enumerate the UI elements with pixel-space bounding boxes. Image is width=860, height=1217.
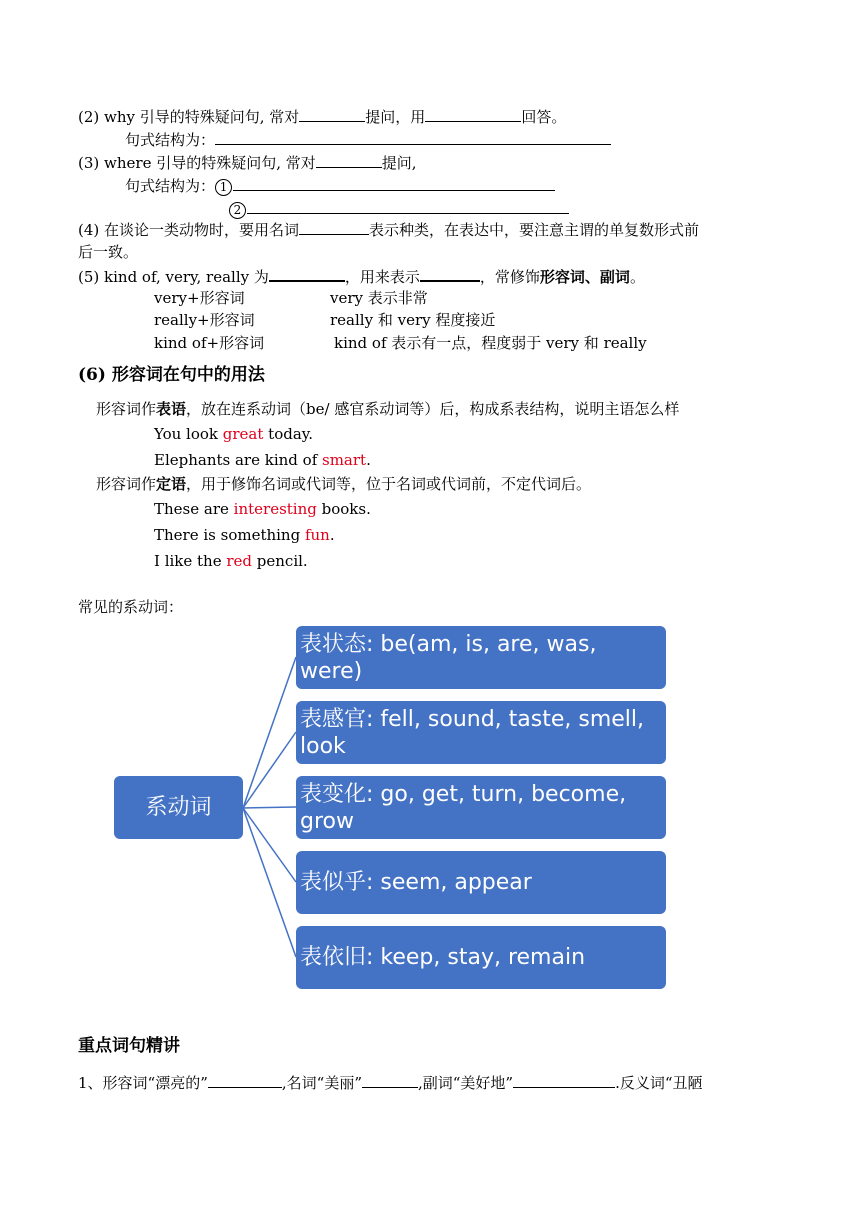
q4-line-2: 后一致。 bbox=[78, 243, 139, 261]
blank bbox=[362, 1072, 418, 1088]
q5-text-2: ，用来表示 bbox=[344, 268, 420, 286]
q5-row-left: kind of+形容词 bbox=[154, 334, 265, 352]
branch-label: 表状态: be(am, is, are, was, were) bbox=[300, 631, 597, 684]
section-6-heading: (6) 形容词在句中的用法 bbox=[78, 365, 265, 385]
highlight-word: red bbox=[226, 552, 253, 570]
circled-number-2: 2 bbox=[229, 202, 246, 219]
attributive-text: 形容词作 bbox=[96, 475, 157, 493]
diagram-branch-node bbox=[296, 851, 666, 914]
q4-text-2: 表示种类，在表达中，要注意主谓的单复数形式前 bbox=[369, 221, 700, 239]
blank bbox=[513, 1072, 615, 1088]
q5-bold-text: 形容词、副词 bbox=[539, 268, 630, 286]
q5-end: 。 bbox=[629, 268, 645, 286]
attributive-text-2: ，用于修饰名词或代词等，位于名词或代词前，不定代词后。 bbox=[186, 475, 592, 493]
q4-text: (4) 在谈论一类动物时，要用名词 bbox=[78, 221, 300, 239]
key-text-3: ,副词“美好地” bbox=[418, 1074, 514, 1092]
connector-line bbox=[243, 807, 296, 808]
example-text: books. bbox=[316, 500, 371, 518]
linking-verbs-label: 常见的系动词： bbox=[78, 598, 184, 616]
branch-label: 表似乎: seem, appear bbox=[300, 870, 532, 895]
example-text: pencil. bbox=[252, 552, 308, 570]
branch-label: 表变化: go, get, turn, become, grow bbox=[300, 781, 627, 834]
highlight-word: fun bbox=[304, 526, 330, 544]
q3-text: (3) where 引导的特殊疑问句, 常对 bbox=[78, 154, 316, 172]
highlight-word: smart bbox=[322, 451, 367, 469]
structure-label: 句式结构为： bbox=[125, 177, 216, 195]
diagram-branch-node bbox=[296, 926, 666, 989]
example-text: . bbox=[366, 451, 371, 469]
predicative-text-2: ，放在连系动词（be/ 感官系动词等）后，构成系表结构，说明主语怎么样 bbox=[186, 400, 680, 418]
blank bbox=[208, 1072, 282, 1088]
diagram-branch-node bbox=[296, 701, 666, 764]
example-text: You look bbox=[154, 425, 223, 443]
connector-line bbox=[243, 808, 296, 882]
key-text-2: ,名词“美丽” bbox=[281, 1074, 362, 1092]
example-text: These are bbox=[154, 500, 234, 518]
example-text: today. bbox=[263, 425, 314, 443]
attributive-bold: 定语 bbox=[156, 475, 187, 493]
q5-text: (5) kind of, very, really 为 bbox=[78, 268, 269, 286]
q5-row-right: very 表示非常 bbox=[330, 289, 428, 307]
q2-text: (2) why 引导的特殊疑问句, 常对 bbox=[78, 108, 300, 126]
branch-label: 表依旧: keep, stay, remain bbox=[300, 945, 586, 970]
example-text: Elephants are kind of bbox=[154, 451, 323, 469]
structure-label: 句式结构为： bbox=[125, 131, 216, 149]
diagram-branch-node bbox=[296, 776, 666, 839]
example-text: I like the bbox=[154, 552, 227, 570]
predicative-bold: 表语 bbox=[156, 400, 187, 418]
branch-label: 表感官: fell, sound, taste, smell, look bbox=[300, 706, 645, 759]
circled-number-1: 1 bbox=[215, 179, 232, 196]
key-item-1 bbox=[78, 1072, 703, 1093]
q5-row-right: really 和 very 程度接近 bbox=[330, 311, 496, 329]
connector-line bbox=[243, 657, 296, 808]
example-text: . bbox=[329, 526, 335, 544]
root-label: 系动词 bbox=[145, 795, 212, 820]
highlight-word: great bbox=[222, 425, 264, 443]
key-text-4: .反义词“丑陋 bbox=[615, 1074, 703, 1092]
key-text: 1、形容词“漂亮的” bbox=[78, 1074, 208, 1092]
q5-row-right: kind of 表示有一点，程度弱于 very 和 really bbox=[334, 334, 647, 352]
predicative-text: 形容词作 bbox=[96, 400, 157, 418]
connector-line bbox=[243, 808, 296, 957]
example-text: There is something bbox=[154, 526, 305, 544]
q2-text-2: 提问，用 bbox=[365, 108, 426, 126]
diagram-root-node bbox=[114, 776, 243, 839]
q5-text-3: ，常修饰 bbox=[479, 268, 540, 286]
connector-line bbox=[243, 732, 296, 808]
q2-text-3: 回答。 bbox=[521, 108, 567, 126]
key-points-heading: 重点词句精讲 bbox=[78, 1036, 180, 1056]
diagram-branch-node bbox=[296, 626, 666, 689]
q5-row-left: very+形容词 bbox=[154, 289, 245, 307]
q3-text-2: 提问, bbox=[381, 154, 417, 172]
highlight-word: interesting bbox=[233, 500, 317, 518]
q5-row-left: really+形容词 bbox=[154, 311, 255, 329]
